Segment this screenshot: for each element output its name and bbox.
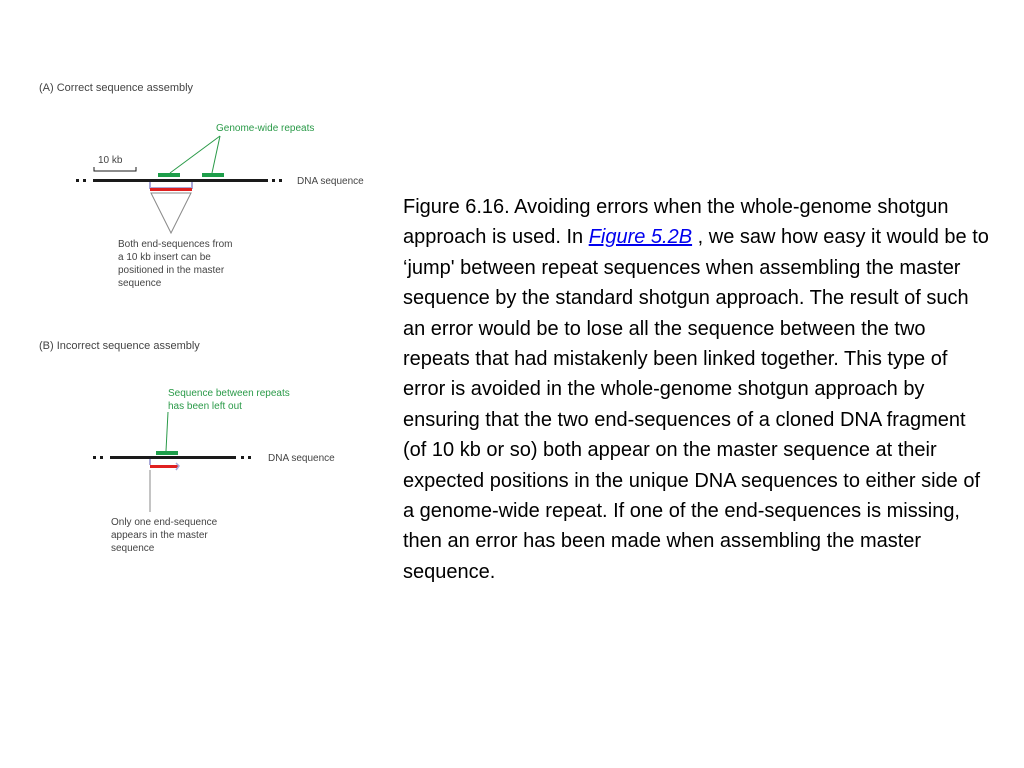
panel-b	[39, 340, 335, 554]
scale-bar-label: 10 kb	[98, 155, 123, 166]
panel-b-title: (B) Incorrect sequence assembly	[39, 340, 200, 352]
gap-callout-label: Sequence between repeats has been left out	[168, 388, 290, 412]
dna-sequence-label-a: DNA sequence	[297, 176, 364, 187]
expansion-triangle	[151, 193, 191, 233]
repeats-callout-label: Genome-wide repeats	[216, 123, 315, 134]
end-sequence-bracket-a	[150, 182, 192, 188]
shotgun-assembly-diagram	[0, 0, 400, 600]
insert-10kb-a	[150, 188, 192, 191]
caption-text-after: , we saw how easy it would be to ‘jump' between repeat sequences when assembling the master sequence by the standard shotgun approach. The result of such an error would be to lose all the sequence between the two repeats that had mistakenly been linked together. This type of error is avoided in the whole-genome shotgun approach by ensuring that the two end-sequences of a cloned DNA fragment (of 10 kb or so) both appear on the master sequence at their expected positions in the unique DNA sequences to either side of a genome-wide repeat. If one of the end-sequences is missing, then an error has been made when assembling the master sequence.	[403, 226, 989, 583]
repeats-callout-line-left	[170, 136, 220, 173]
genome-wide-repeat-1	[158, 173, 180, 177]
genome-wide-repeat-b	[156, 451, 178, 455]
panel-a-title: (A) Correct sequence assembly	[39, 82, 194, 94]
dna-sequence-a	[76, 179, 282, 182]
scale-bar	[94, 167, 136, 171]
panel-a	[39, 82, 364, 289]
caption-text-before: Figure 6.16. Avoiding errors when the whole-genome shotgun approach is used. In	[403, 196, 949, 249]
figure-5-2b-link[interactable]: Figure 5.2B	[588, 226, 693, 249]
dna-sequence-b	[93, 456, 251, 459]
genome-wide-repeat-2	[202, 173, 224, 177]
panel-b-note: Only one end-sequence appears in the master sequence	[111, 517, 218, 554]
panel-a-note: Both end-sequences from a 10 kb insert can be positioned in the master sequence	[118, 239, 233, 289]
gap-callout-line	[166, 412, 168, 451]
figure-caption	[403, 192, 993, 587]
dna-sequence-label-b: DNA sequence	[268, 453, 335, 464]
insert-10kb-b	[150, 465, 178, 468]
